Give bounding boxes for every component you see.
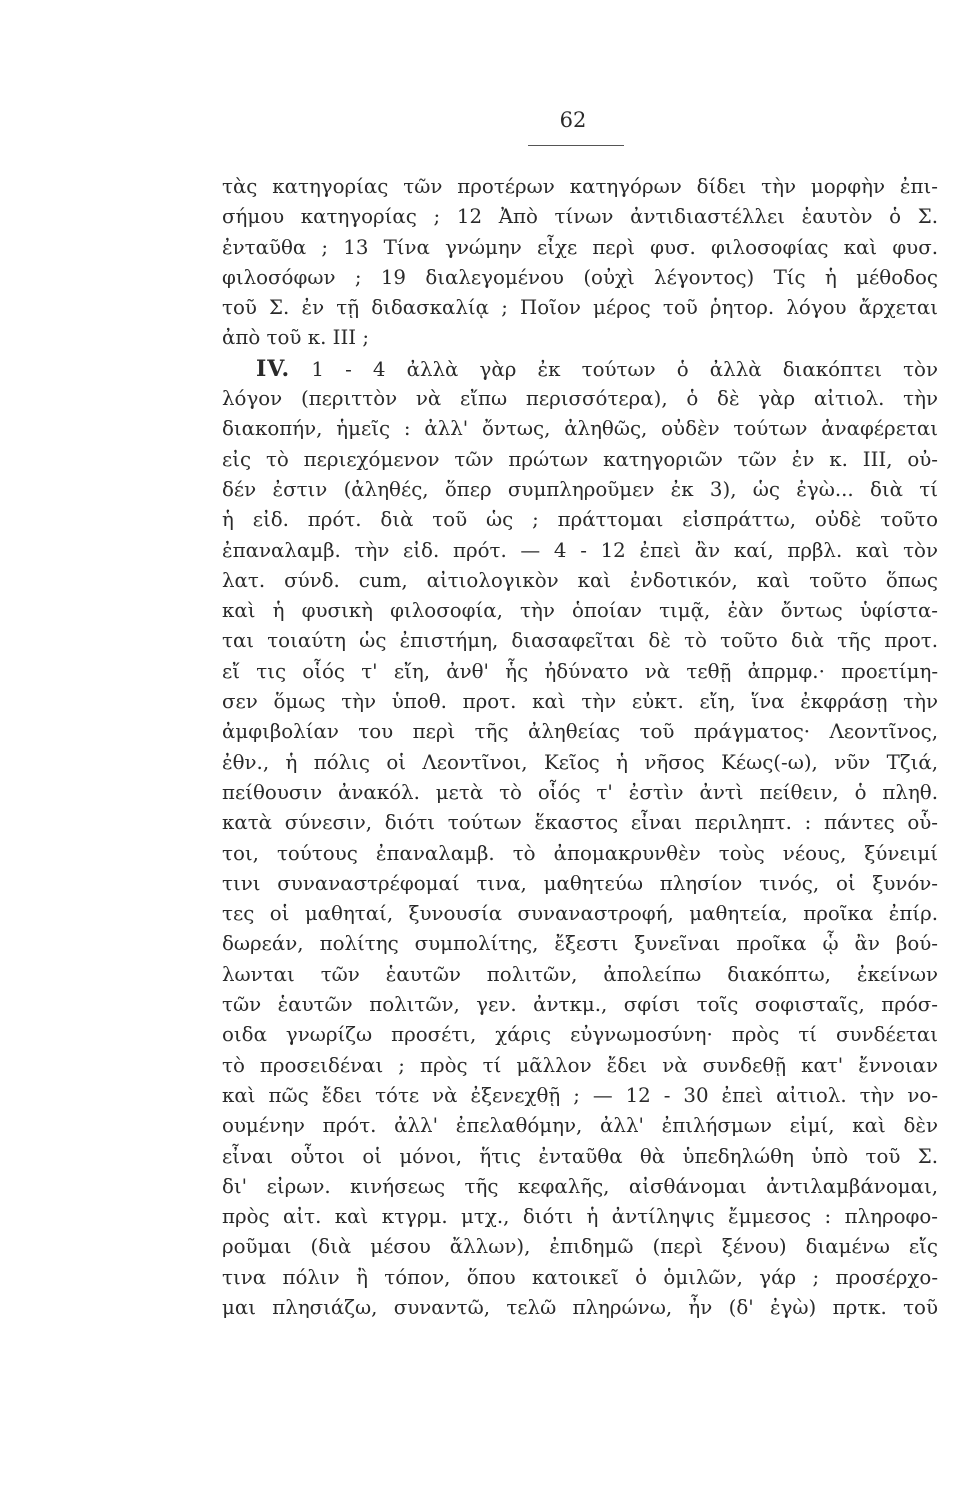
text-line: λατ. σύνδ. cum, αἰτιολογικὸν καὶ ἐνδοτικόν, καὶ τοῦτο ὅπως [222,568,938,592]
text-line: τινι συναναστρέφομαί τινα, μαθητεύω πλησίον τινός, οἱ ξυνόν- [222,871,938,895]
text-line: ἡ εἰδ. πρότ. διὰ τοῦ ὡς ; πράττομαι εἰσπράττω, οὐδὲ τοῦτο [222,508,938,532]
section-mark: IV. [256,355,291,382]
text-line: ἐθν., ἡ πόλις οἱ Λεοντῖνοι, Κεῖος ἡ νῆσος Κέως(-ω), νῦν Τζιά, [222,750,938,774]
text-line: κατὰ σύνεσιν, διότι τούτων ἕκαστος εἶναι περιληπτ. : πάντες οὗ- [222,811,938,835]
text-line: ἀμφιβολίαν του περὶ τῆς ἀληθείας τοῦ πράγματος· Λεοντῖνος, [222,720,938,744]
text-line: τοι, τούτους ἐπαναλαμβ. τὸ ἀπομακρυνθὲν τοὺς νέους, ξύνειμί [222,841,938,865]
text-line: καὶ πῶς ἔδει τότε νὰ ἐξενεχθῇ ; — 12 - 30 ἐπεὶ αἰτιολ. τὴν νο- [222,1083,938,1107]
text-line: λωνται τῶν ἑαυτῶν πολιτῶν, ἀπολείπω διακόπτω, ἐκείνων [222,962,938,986]
text-line: 1 - 4 ἀλλὰ γὰρ ἐκ τούτων ὁ ἀλλὰ διακόπτει τὸν [311,357,938,381]
text-line: ται τοιαύτη ὡς ἐπιστήμη, διασαφεῖται δὲ τὸ τοῦτο διὰ τῆς προτ. [222,629,938,653]
text-line: λόγον (περιττὸν νὰ εἴπω περισσότερα), ὁ δὲ γὰρ αἰτιολ. τὴν [222,387,938,411]
text-line: δωρεάν, πολίτης συμπολίτης, ἔξεστι ξυνεῖναι προῖκα ᾧ ἂν βού- [222,932,938,956]
text-line: δέν ἐστιν (ἀληθές, ὅπερ συμπληροῦμεν ἐκ 3), ὡς ἐγὼ... διὰ τί [222,477,938,501]
text-line: σεν ὅμως τὴν ὑποθ. προτ. καὶ τὴν εὐκτ. εἴη, ἵνα ἐκφράσῃ τὴν [222,690,938,714]
text-line: ἐνταῦθα ; 13 Τίνα γνώμην εἶχε περὶ φυσ. φιλοσοφίας καὶ φυσ. [222,235,938,259]
text-line: εἶναι οὗτοι οἱ μόνοι, ἥτις ἐνταῦθα θὰ ὑπεδηλώθη ὑπὸ τοῦ Σ. [222,1144,938,1168]
text-line: ἐπαναλαμβ. τὴν εἰδ. πρότ. — 4 - 12 ἐπεὶ ἂν καί, πρβλ. καὶ τὸν [222,538,938,562]
text-line: τὸ προσειδέναι ; πρὸς τί μᾶλλον ἔδει νὰ συνδεθῇ κατ' ἔννοιαν [222,1053,938,1077]
text-line: ουμένην πρότ. ἀλλ' ἐπελαθόμην, ἀλλ' ἐπιλήσμων εἰμί, καὶ δὲν [222,1114,938,1138]
text-line: πρὸς αἰτ. καὶ κτγρμ. μτχ., διότι ἡ ἀντίληψις ἔμμεσος : πληροφο- [222,1205,938,1229]
text-line: εἰς τὸ περιεχόμενον τῶν πρώτων κατηγοριῶν τῶν ἐν κ. III, οὐ- [222,447,938,471]
commentary-text [222,172,938,1323]
text-line: τοῦ Σ. ἐν τῇ διδασκαλίᾳ ; Ποῖον μέρος τοῦ ῥητορ. λόγου ἄρχεται [222,296,938,320]
text-line: καὶ ἡ φυσικὴ φιλοσοφία, τὴν ὁποίαν τιμᾷ, ἐὰν ὄντως ὑφίστα- [222,599,938,623]
text-line: μαι πλησιάζω, συναντῶ, τελῶ πληρώνω, ἦν (δ' ἐγὼ) πρτκ. τοῦ [222,1295,938,1319]
text-line: σήμου κατηγορίας ; 12 Ἀπὸ τίνων ἀντιδιαστέλλει ἑαυτὸν ὁ Σ. [222,205,938,229]
text-line: πείθουσιν ἀνακόλ. μετὰ τὸ οἷός τ' ἐστὶν ἀντὶ πείθειν, ὁ πληθ. [222,780,938,804]
text-line: τῶν ἑαυτῶν πολιτῶν, γεν. ἀντκμ., σφίσι τοῖς σοφισταῖς, πρόσ- [222,993,938,1017]
page-number-rule [528,145,624,146]
text-line: διακοπήν, ἡμεῖς : ἀλλ' ὄντως, ἀληθῶς, οὐδὲν τούτων ἀναφέρεται [222,417,938,441]
page-number: 62 [559,108,587,132]
text-line: τινα πόλιν ἢ τόπον, ὅπου κατοικεῖ ὁ ὁμιλῶν, γάρ ; προσέρχο- [222,1265,938,1289]
text-line: ἀπὸ τοῦ κ. III ; [222,326,370,350]
text-line: εἴ τις οἷός τ' εἴη, ἀνθ' ἧς ἠδύνατο νὰ τεθῇ ἀπρμφ.· προετίμη- [222,659,938,683]
text-line: τες οἱ μαθηταί, ξυνουσία συναναστροφή, μαθητεία, προῖκα ἐπίρ. [222,902,938,926]
text-line: φιλοσόφων ; 19 διαλεγομένου (οὐχὶ λέγοντος) Τίς ἡ μέθοδος [222,265,938,289]
text-line: δι' εἰρων. κινήσεως τῆς κεφαλῆς, αἰσθάνομαι ἀντιλαμβάνομαι, [222,1174,938,1198]
text-line: ροῦμαι (διὰ μέσου ἄλλων), ἐπιδημῶ (περὶ ξένου) διαμένω εἴς [222,1235,938,1259]
text-line: οιδα γνωρίζω προσέτι, χάρις εὐγνωμοσύνη· πρὸς τί συνδέεται [222,1023,938,1047]
section-line [222,354,938,384]
text-line: τὰς κατηγορίας τῶν προτέρων κατηγόρων δίδει τὴν μορφὴν ἐπι- [222,175,938,198]
